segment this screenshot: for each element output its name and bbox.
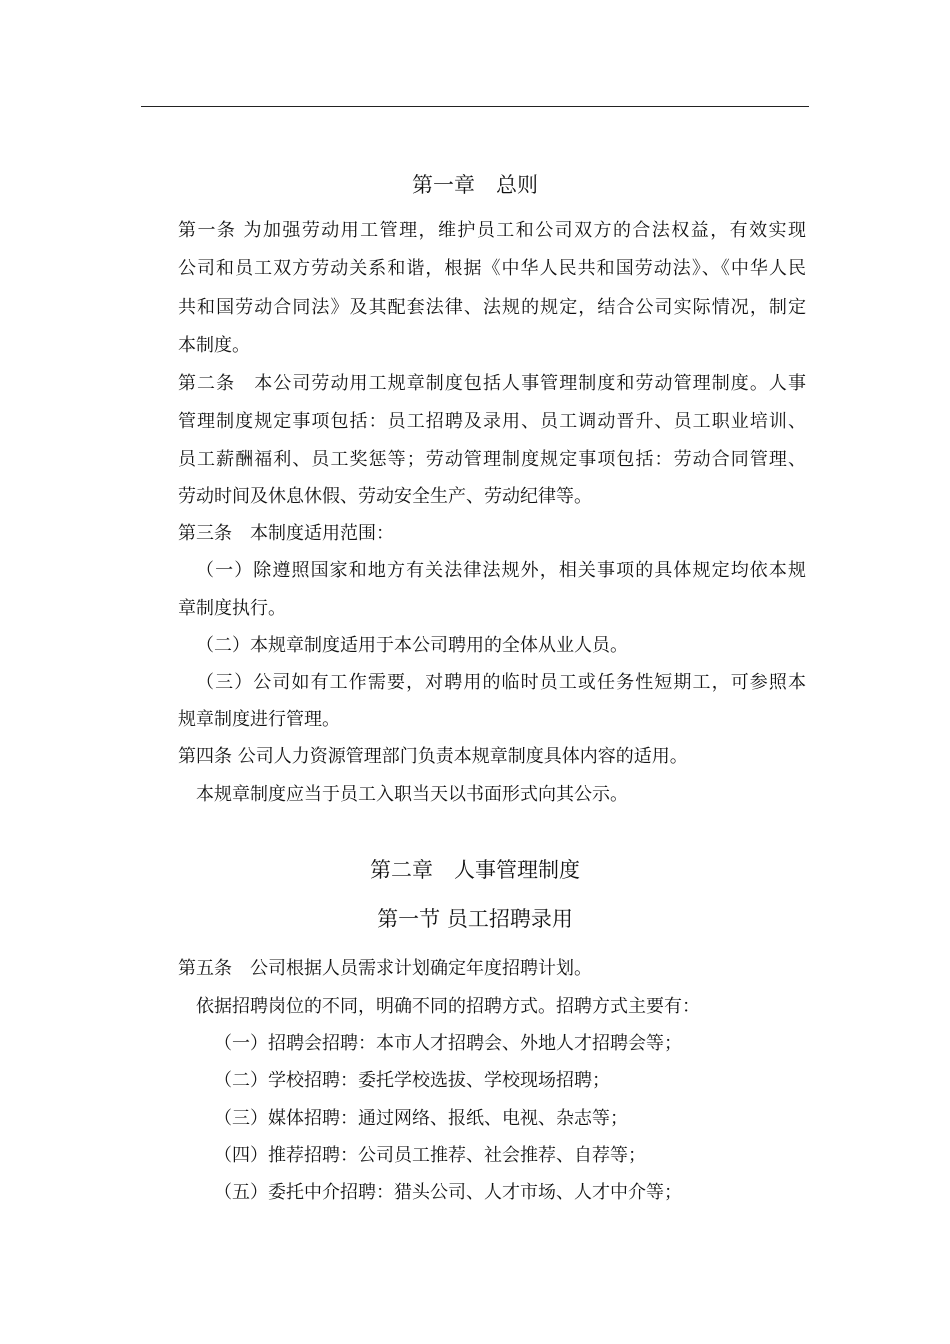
article-3-item-1-line-1: （一）除遵照国家和地方有关法律法规外，相关事项的具体规定均依本规 [196,560,806,581]
recruit-method-2: （二）学校招聘：委托学校选拔、学校现场招聘； [214,1070,610,1091]
article-3-item-3-line-2: 规章制度进行管理。 [178,709,340,730]
article-2-line-3: 员工薪酬福利、员工奖惩等；劳动管理制度规定事项包括：劳动合同管理、 [178,449,806,470]
article-1-line-4: 本制度。 [178,335,250,356]
article-3-item-1-line-2: 章制度执行。 [178,598,286,619]
article-3-item-2: （二）本规章制度适用于本公司聘用的全体从业人员。 [196,635,628,656]
recruit-method-5: （五）委托中介招聘：猎头公司、人才市场、人才中介等； [214,1182,682,1203]
article-5-line-2: 依据招聘岗位的不同，明确不同的招聘方式。招聘方式主要有： [196,996,700,1017]
article-1-line-1: 第一条 为加强劳动用工管理，维护员工和公司双方的合法权益，有效实现 [178,220,806,241]
article-4-line-2: 本规章制度应当于员工入职当天以书面形式向其公示。 [196,784,628,805]
article-3-item-3-line-1: （三）公司如有工作需要，对聘用的临时员工或任务性短期工，可参照本 [196,672,806,693]
article-4-line-1: 第四条 公司人力资源管理部门负责本规章制度具体内容的适用。 [178,746,688,767]
article-3-heading: 第三条 本制度适用范围： [178,523,394,544]
article-2-line-1: 第二条 本公司劳动用工规章制度包括人事管理制度和劳动管理制度。人事 [178,373,806,394]
section-1-title: 第一节 员工招聘录用 [377,907,573,931]
article-2-line-4: 劳动时间及休息休假、劳动安全生产、劳动纪律等。 [178,486,592,507]
recruit-method-4: （四）推荐招聘：公司员工推荐、社会推荐、自荐等； [214,1145,646,1166]
article-5-line-1: 第五条 公司根据人员需求计划确定年度招聘计划。 [178,958,592,979]
article-1-line-3: 共和国劳动合同法》及其配套法律、法规的规定，结合公司实际情况，制定 [178,297,806,318]
chapter-1-title: 第一章 总则 [412,173,538,197]
article-1-line-2: 公司和员工双方劳动关系和谐，根据《中华人民共和国劳动法》、《中华人民 [178,258,806,279]
header-rule [141,106,809,107]
recruit-method-1: （一）招聘会招聘：本市人才招聘会、外地人才招聘会等； [214,1033,682,1054]
recruit-method-3: （三）媒体招聘：通过网络、报纸、电视、杂志等； [214,1108,628,1129]
chapter-2-title: 第二章 人事管理制度 [370,858,580,882]
article-2-line-2: 管理制度规定事项包括：员工招聘及录用、员工调动晋升、员工职业培训、 [178,411,806,432]
